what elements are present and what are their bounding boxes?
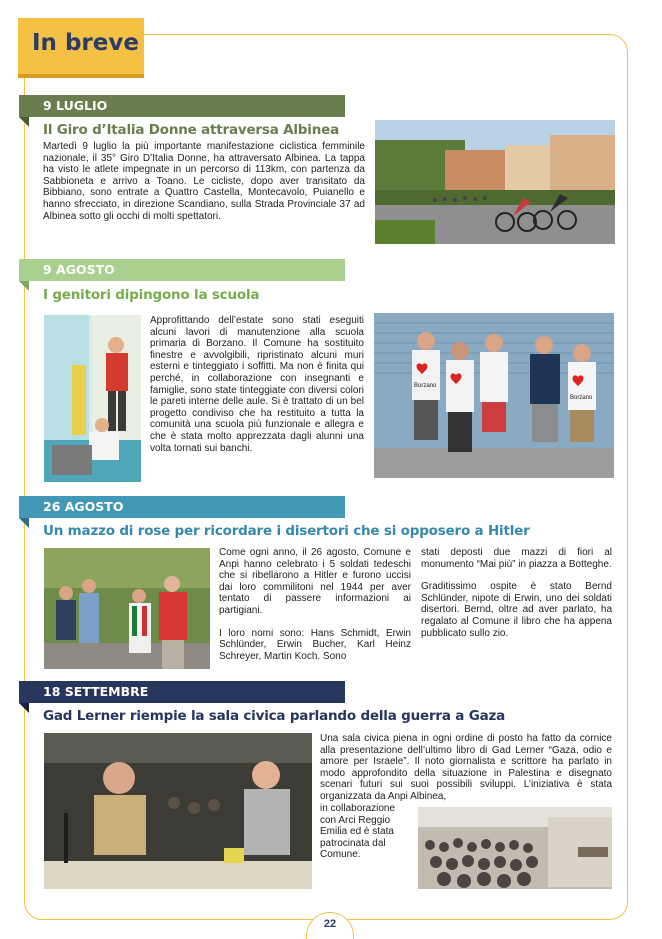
paragraph: Graditissimo ospite è stato Bernd Schlünder, nipote di Erwin, uno dei soldati disertori. Bernd, oltre ad aver parlato, ha regalato al Comune il libro che ha appena pubblicato sullo zio. <box>421 581 612 639</box>
article-headline-school: I genitori dipingono la scuola <box>43 287 260 303</box>
paragraph: Approfittando dell’estate sono stati eseguiti alcuni lavori di manutenzione alla scuola primaria di Borzano. Il Comune ha sostituito finestre e avvolgibili, ripristinato alcuni muri esterni e tinteggiato i soffitti. Ma non è finita qui perché, in collaborazione con insegnanti e famiglie, sono state tinteggiate con diversi colori le pareti interne delle aule. Si è trattato di un bel progetto condiviso che ha restituito a tutta la comunità una scuola più funzionale e allegra e che è stata molto apprezzata dagli alunni una volta tornati sui banchi. <box>150 315 364 454</box>
section-title: In breve <box>32 30 139 56</box>
photo-parents-group <box>374 313 614 478</box>
paragraph: Come ogni anno, il 26 agosto, Comune e Anpi hanno celebrato i 5 soldati tedeschi che si ribellarono a Hitler e furono uccisi dai loro commilitoni nel 1944 per aver tentato di passere informazioni ai partigiani. <box>219 547 411 616</box>
photo-speakers <box>44 733 312 889</box>
article-headline-giro: Il Giro d’Italia Donne attraversa Albinea <box>43 122 339 138</box>
paragraph: Martedì 9 luglio la più importante manifestazione ciclistica femminile nazionale, il 35° Giro D’Italia Donne, ha attraversato Albinea. La tappa ha visto le atlete impegnate in un percorso di 113km, con partenza da Sabbioneta e arrivo a Toano. Le cicliste, dopo aver transitato da Bibbiano, sono entrate a Quattro Castella, Montecavolo, Puianello e hanno sfrecciato, in direzione Scandiano, sulla Strada Provinciale 37 ad Albinea sotto gli occhi di molti spettatori. <box>43 141 365 222</box>
article-headline-lerner: Gad Lerner riempie la sala civica parlando della guerra a Gaza <box>43 708 506 724</box>
article-body-lerner-top <box>320 733 612 803</box>
photo-cyclists <box>375 120 615 244</box>
article-headline-deserters: Un mazzo di rose per ricordare i disertori che si opposero a Hitler <box>43 523 530 539</box>
date-bar-august-9 <box>19 259 345 281</box>
article-body-lerner-side <box>320 803 412 861</box>
article-body-deserters-col1 <box>219 547 411 662</box>
photo-commemoration <box>44 548 210 669</box>
paragraph: Una sala civica piena in ogni ordine di posto ha fatto da cornice alla presentazione dell’ultimo libro di Gad Lerner “Gaza, odio e amore per Israele”. Il noto giornalista e scrittore ha parlato in modo approfondito della situazione in Palestina e disegnato scenari futuri sui suoi possibili sviluppi. L’iniziativa è stata organizzata da Anpi Albinea, <box>320 733 612 802</box>
date-bar-july <box>19 95 345 117</box>
date-label: 26 AGOSTO <box>43 499 124 514</box>
photo-painting-school <box>44 315 141 482</box>
date-label: 9 LUGLIO <box>43 98 108 113</box>
shirt-text: Borzano <box>570 395 593 401</box>
date-label: 9 AGOSTO <box>43 262 115 277</box>
paragraph: I loro nomi sono: Hans Schmidt, Erwin Schlünder, Erwin Bucher, Karl Heinz Schreyer, Martin Koch. Sono <box>219 627 411 662</box>
date-bar-august-26 <box>19 496 345 518</box>
date-label: 18 SETTEMBRE <box>43 684 149 699</box>
article-body-school <box>150 315 364 454</box>
photo-audience <box>418 807 612 889</box>
paragraph: in collaborazione con Arci Reggio Emilia ed è stata patrocinata dal Comune. <box>320 803 396 861</box>
section-masthead <box>18 18 144 78</box>
article-body-deserters-col2 <box>421 547 612 639</box>
page-number: 22 <box>306 912 354 939</box>
article-body-giro <box>43 141 365 222</box>
date-bar-september <box>19 681 345 703</box>
paragraph: stati deposti due mazzi di fiori al monumento “Mai più” in piazza a Botteghe. <box>421 547 612 570</box>
shirt-text: Borzano <box>414 383 437 389</box>
